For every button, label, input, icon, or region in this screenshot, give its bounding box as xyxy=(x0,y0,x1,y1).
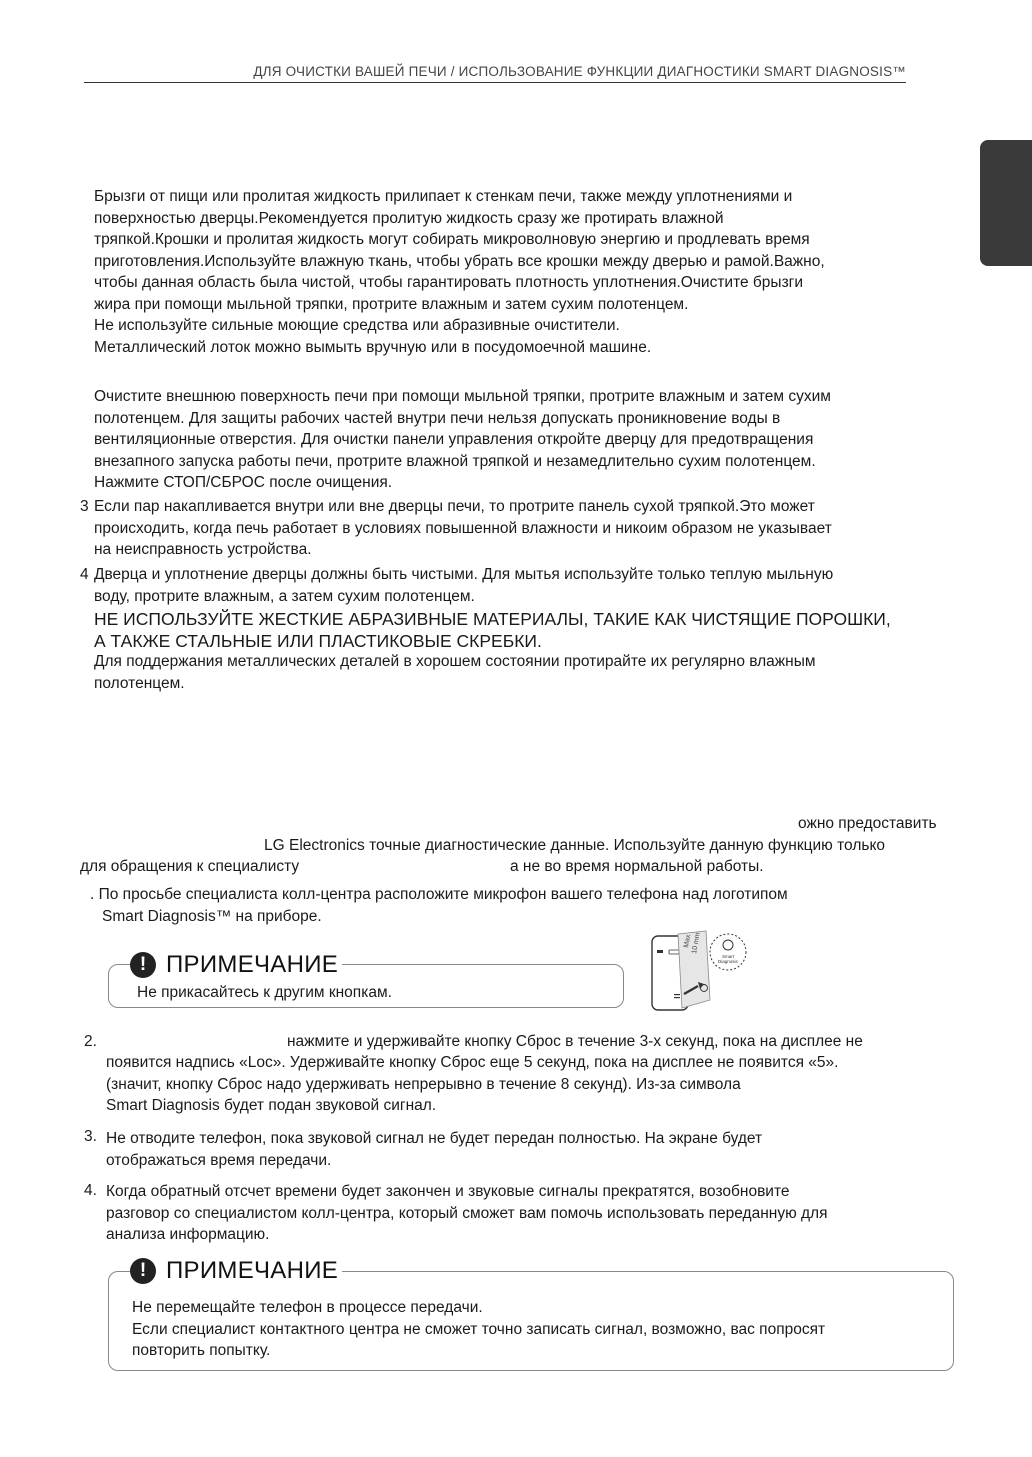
text-line: анализа информацию. xyxy=(106,1226,270,1243)
text-line: Брызги от пищи или пролитая жидкость прилипает к стенкам печи, также между уплотнениями и xyxy=(94,188,793,205)
step-number: 4. xyxy=(84,1182,97,1199)
note-header xyxy=(130,1257,342,1285)
text-line: воду, протрите влажным, а затем сухим полотенцем. xyxy=(94,587,475,605)
note-text: Не прикасайтесь к другим кнопкам. xyxy=(137,984,392,1001)
text-line: Если пар накапливается внутри или вне дверцы печи, то протрите панель сухой тряпкой.Это может xyxy=(94,498,815,515)
step-1-paragraph xyxy=(90,884,788,927)
text-line: Для поддержания металлических деталей в хорошем состоянии протирайте их регулярно влажным xyxy=(94,653,816,670)
text-line: поверхностью дверцы.Рекомендуется пролитую жидкость сразу же протирать влажной xyxy=(94,209,724,227)
phone-illustration xyxy=(644,928,754,1014)
warning-line: А ТАКЖЕ СТАЛЬНЫЕ ИЛИ ПЛАСТИКОВЫЕ СКРЕБКИ. xyxy=(94,631,542,651)
item-number: 4 xyxy=(80,566,89,583)
metal-parts-paragraph xyxy=(94,651,816,694)
note-title: ПРИМЕЧАНИЕ xyxy=(166,951,339,978)
text-line: . По просьбе специалиста колл-центра расположите микрофон вашего телефона над логотипом xyxy=(90,886,788,903)
text-line: чтобы данная область была чистой, чтобы гарантировать плотность уплотнения.Очистите брызги xyxy=(94,274,803,291)
text-line: (значит, кнопку Сброс надо удерживать непрерывно в течение 8 секунд). Из-за символа xyxy=(106,1075,741,1093)
note-text xyxy=(132,1297,825,1362)
text-line: появится надпись «Loc». Удерживайте кнопку Сброс еще 5 секунд, пока на дисплее не появится «5». xyxy=(106,1054,839,1071)
item-number: 3 xyxy=(80,498,89,515)
text-line: Smart Diagnosis будет подан звуковой сигнал. xyxy=(106,1097,437,1114)
exterior-cleaning-paragraph xyxy=(94,386,831,494)
step-2-paragraph xyxy=(106,1052,838,1117)
logo-text: Smart xyxy=(722,954,735,959)
steam-paragraph xyxy=(94,496,832,561)
smart-diagnosis-logo-icon xyxy=(710,934,746,970)
text-line: Не используйте сильные моющие средства или абразивные очистители. xyxy=(94,317,620,334)
text-line: тряпкой.Крошки и пролитая жидкость могут собирать микроволновую энергию и продлевать время xyxy=(94,231,810,248)
text-line: полотенцем. xyxy=(94,674,185,692)
text-line: Не перемещайте телефон в процессе передачи. xyxy=(132,1299,483,1316)
section-side-tab xyxy=(980,140,1032,266)
warning-line: НЕ ИСПОЛЬЗУЙТЕ ЖЕСТКИЕ АБРАЗИВНЫЕ МАТЕРИАЛЫ, ТАКИЕ КАК ЧИСТЯЩИЕ ПОРОШКИ, xyxy=(94,609,891,629)
text-line: Smart Diagnosis™ на приборе. xyxy=(102,907,322,925)
exclamation-icon: ! xyxy=(130,1258,156,1284)
logo-text: Diagnosis xyxy=(718,959,738,964)
text-line: приготовления.Используйте влажную ткань, чтобы убрать все крошки между дверью и рамой.Важно, xyxy=(94,252,825,270)
text-line: Не отводите телефон, пока звуковой сигнал не будет передан полностью. На экране будет xyxy=(106,1130,763,1147)
intro-line: для обращения к специалисту xyxy=(80,858,300,875)
abrasive-warning xyxy=(94,608,891,652)
text-line: Нажмите СТОП/СБРОС после очищения. xyxy=(94,474,393,491)
note-title: ПРИМЕЧАНИЕ xyxy=(166,1257,339,1284)
step-4-paragraph xyxy=(106,1181,828,1246)
text-line: нажмите и удерживайте кнопку Сброс в течение 3-х секунд, пока на дисплее не xyxy=(287,1033,863,1050)
text-line: вентиляционные отверстия. Для очистки панели управления откройте дверцу для предотвращения xyxy=(94,431,814,448)
text-line: жира при помощи мыльной тряпки, протрите влажным и затем сухим полотенцем. xyxy=(94,295,689,313)
text-line: отображаться время передачи. xyxy=(106,1151,332,1169)
intro-line: ожно предоставить xyxy=(798,815,937,832)
distance-label: Max xyxy=(683,934,693,949)
interior-cleaning-paragraph xyxy=(94,186,825,358)
step-3-paragraph xyxy=(106,1128,762,1171)
text-line: Если специалист контактного центра не сможет точно записать сигнал, возможно, вас попросят xyxy=(132,1320,826,1338)
text-line: разговор со специалистом колл-центра, который сможет вам помочь использовать переданную для xyxy=(106,1204,828,1222)
step-number: 2. xyxy=(84,1033,97,1050)
intro-line: LG Electronics точные диагностические данные. Используйте данную функцию только xyxy=(264,837,886,854)
note-header xyxy=(130,951,342,979)
text-line: Дверца и уплотнение дверцы должны быть чистыми. Для мытья используйте только теплую мыльную xyxy=(94,566,834,583)
step-number: 3. xyxy=(84,1128,97,1145)
door-cleaning-paragraph xyxy=(94,564,833,607)
distance-label: 10 mm xyxy=(691,932,702,955)
text-line: внезапного запуска работы печи, протрите влажной тряпкой и незамедлительно сухим полотенцем. xyxy=(94,452,816,470)
intro-line: а не во время нормальной работы. xyxy=(510,858,764,875)
text-line: происходить, когда печь работает в условиях повышенной влажности и никоим образом не указывает xyxy=(94,519,832,537)
text-line: полотенцем. Для защиты рабочих частей внутри печи нельзя допускать проникновение воды в xyxy=(94,409,781,427)
text-line: Очистите внешнюю поверхность печи при помощи мыльной тряпки, протрите влажным и затем сухим xyxy=(94,388,831,405)
page-header: ДЛЯ ОЧИСТКИ ВАШЕЙ ПЕЧИ / ИСПОЛЬЗОВАНИЕ ФУНКЦИИ ДИАГНОСТИКИ SMART DIAGNOSIS™ xyxy=(84,62,906,83)
text-line: Металлический лоток можно вымыть вручную или в посудомоечной машине. xyxy=(94,338,652,356)
exclamation-icon: ! xyxy=(130,952,156,978)
text-line: Когда обратный отсчет времени будет закончен и звуковые сигналы прекратятся, возобновите xyxy=(106,1183,790,1200)
text-line: повторить попытку. xyxy=(132,1342,271,1359)
text-line: на неисправность устройства. xyxy=(94,541,312,558)
